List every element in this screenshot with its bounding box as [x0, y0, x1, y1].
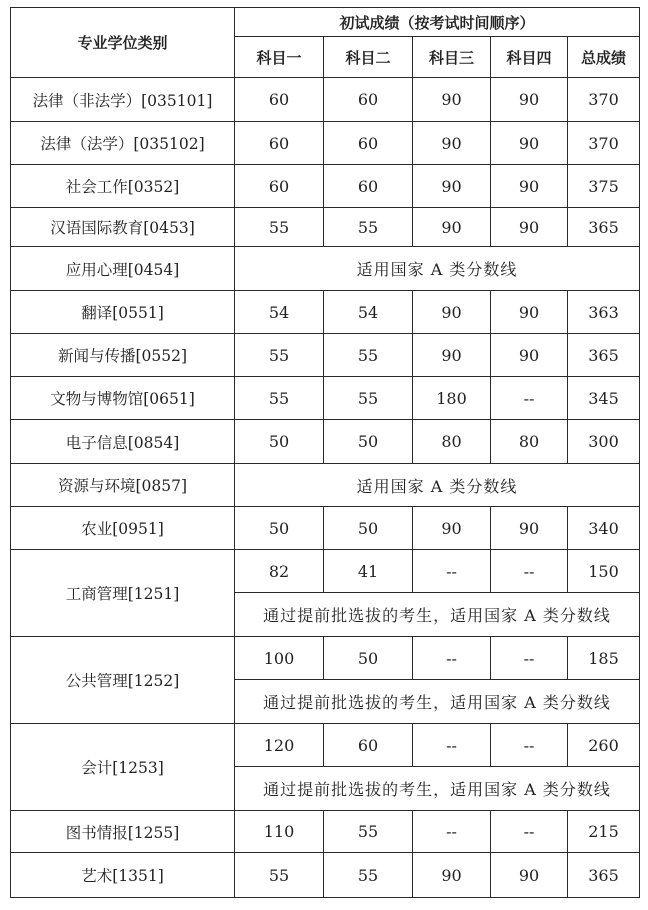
row-note: 通过提前批选拔的考生，适用国家 A 类分数线	[235, 767, 640, 811]
score-cell: 90	[413, 507, 491, 550]
score-cell: 82	[235, 550, 324, 593]
score-cell: 90	[491, 334, 568, 377]
row-category: 法律（非法学）[035101]	[11, 78, 235, 122]
score-cell: 370	[568, 122, 640, 165]
score-cell: 90	[491, 78, 568, 122]
table-row	[11, 247, 640, 291]
score-cell: 41	[324, 550, 413, 593]
row-category: 工商管理[1251]	[11, 550, 235, 637]
header-col-4: 科目四	[491, 37, 568, 78]
score-cell: --	[413, 724, 491, 767]
table-row	[11, 724, 640, 767]
score-cell: --	[491, 377, 568, 420]
score-cell: 300	[568, 420, 640, 464]
score-cell: 60	[324, 122, 413, 165]
score-cell: 60	[235, 165, 324, 208]
score-cell: 60	[235, 122, 324, 165]
row-category: 应用心理[0454]	[11, 247, 235, 291]
header-col-3: 科目三	[413, 37, 491, 78]
score-cell: 80	[491, 420, 568, 464]
row-category: 文物与博物馆[0651]	[11, 377, 235, 420]
score-cell: 90	[413, 122, 491, 165]
score-cell: 60	[324, 78, 413, 122]
score-cell: 55	[235, 334, 324, 377]
score-cell: 120	[235, 724, 324, 767]
score-cell: --	[413, 550, 491, 593]
score-cell: 55	[324, 208, 413, 247]
score-cell: 215	[568, 811, 640, 853]
score-cell: 50	[324, 507, 413, 550]
table-body	[11, 78, 640, 898]
header-col-2: 科目二	[324, 37, 413, 78]
table-row	[11, 420, 640, 464]
score-cell: 90	[491, 507, 568, 550]
score-cell: 50	[324, 420, 413, 464]
score-cell: --	[413, 811, 491, 853]
row-category: 法律（法学）[035102]	[11, 122, 235, 165]
score-cell: 54	[324, 291, 413, 334]
score-cell: 90	[491, 122, 568, 165]
score-cell: 90	[413, 78, 491, 122]
score-cell: 60	[324, 165, 413, 208]
score-cell: --	[491, 637, 568, 680]
table-row	[11, 291, 640, 334]
score-cell: 90	[413, 165, 491, 208]
score-cell: 55	[324, 334, 413, 377]
score-cell: --	[413, 637, 491, 680]
score-cell: 60	[324, 724, 413, 767]
score-cell: 90	[413, 291, 491, 334]
row-category: 新闻与传播[0552]	[11, 334, 235, 377]
score-cell: 345	[568, 377, 640, 420]
row-category: 图书情报[1255]	[11, 811, 235, 853]
score-cell: 55	[324, 811, 413, 853]
row-category: 公共管理[1252]	[11, 637, 235, 724]
row-category: 艺术[1351]	[11, 853, 235, 898]
header-group: 初试成绩（按考试时间顺序）	[235, 8, 640, 37]
score-cell: 50	[235, 420, 324, 464]
score-cell: 90	[413, 334, 491, 377]
row-note: 适用国家 A 类分数线	[235, 247, 640, 291]
row-category: 社会工作[0352]	[11, 165, 235, 208]
header-category: 专业学位类别	[11, 8, 235, 78]
score-cell: 90	[491, 165, 568, 208]
row-category: 电子信息[0854]	[11, 420, 235, 464]
row-category: 资源与环境[0857]	[11, 464, 235, 507]
row-category: 汉语国际教育[0453]	[11, 208, 235, 247]
score-cell: 365	[568, 208, 640, 247]
score-cell: 80	[413, 420, 491, 464]
row-category: 会计[1253]	[11, 724, 235, 811]
score-cell: 50	[324, 637, 413, 680]
table-row	[11, 208, 640, 247]
score-cell: 55	[235, 377, 324, 420]
score-cell: 365	[568, 853, 640, 898]
score-cell: 55	[324, 377, 413, 420]
table-row	[11, 811, 640, 853]
score-cell: 375	[568, 165, 640, 208]
table-row	[11, 550, 640, 593]
score-cell: 110	[235, 811, 324, 853]
score-cell: 180	[413, 377, 491, 420]
score-cell: 50	[235, 507, 324, 550]
row-category: 翻译[0551]	[11, 291, 235, 334]
score-cell: 90	[413, 853, 491, 898]
table-row	[11, 122, 640, 165]
score-cell: 90	[491, 291, 568, 334]
score-cell: 60	[235, 78, 324, 122]
score-cell: 90	[491, 853, 568, 898]
table-row	[11, 853, 640, 898]
score-cell: --	[491, 724, 568, 767]
score-cell: 365	[568, 334, 640, 377]
table-row	[11, 377, 640, 420]
table-row	[11, 334, 640, 377]
score-cell: 90	[491, 208, 568, 247]
header-col-5: 总成绩	[568, 37, 640, 78]
score-cell: 90	[413, 208, 491, 247]
score-cell: 340	[568, 507, 640, 550]
score-cell: --	[491, 811, 568, 853]
score-cell: 370	[568, 78, 640, 122]
table-row	[11, 165, 640, 208]
table-row	[11, 507, 640, 550]
score-table	[10, 7, 640, 898]
score-cell: 54	[235, 291, 324, 334]
table-row	[11, 464, 640, 507]
row-note: 通过提前批选拔的考生，适用国家 A 类分数线	[235, 680, 640, 724]
table-row	[11, 78, 640, 122]
table-row	[11, 637, 640, 680]
score-cell: 55	[235, 853, 324, 898]
score-cell: 260	[568, 724, 640, 767]
score-cell: 185	[568, 637, 640, 680]
score-cell: 55	[235, 208, 324, 247]
row-note: 通过提前批选拔的考生，适用国家 A 类分数线	[235, 593, 640, 637]
score-cell: 55	[324, 853, 413, 898]
row-note: 适用国家 A 类分数线	[235, 464, 640, 507]
score-cell: 363	[568, 291, 640, 334]
row-category: 农业[0951]	[11, 507, 235, 550]
header-col-1: 科目一	[235, 37, 324, 78]
score-cell: 150	[568, 550, 640, 593]
score-cell: 100	[235, 637, 324, 680]
score-table-container	[10, 7, 640, 898]
score-cell: --	[491, 550, 568, 593]
